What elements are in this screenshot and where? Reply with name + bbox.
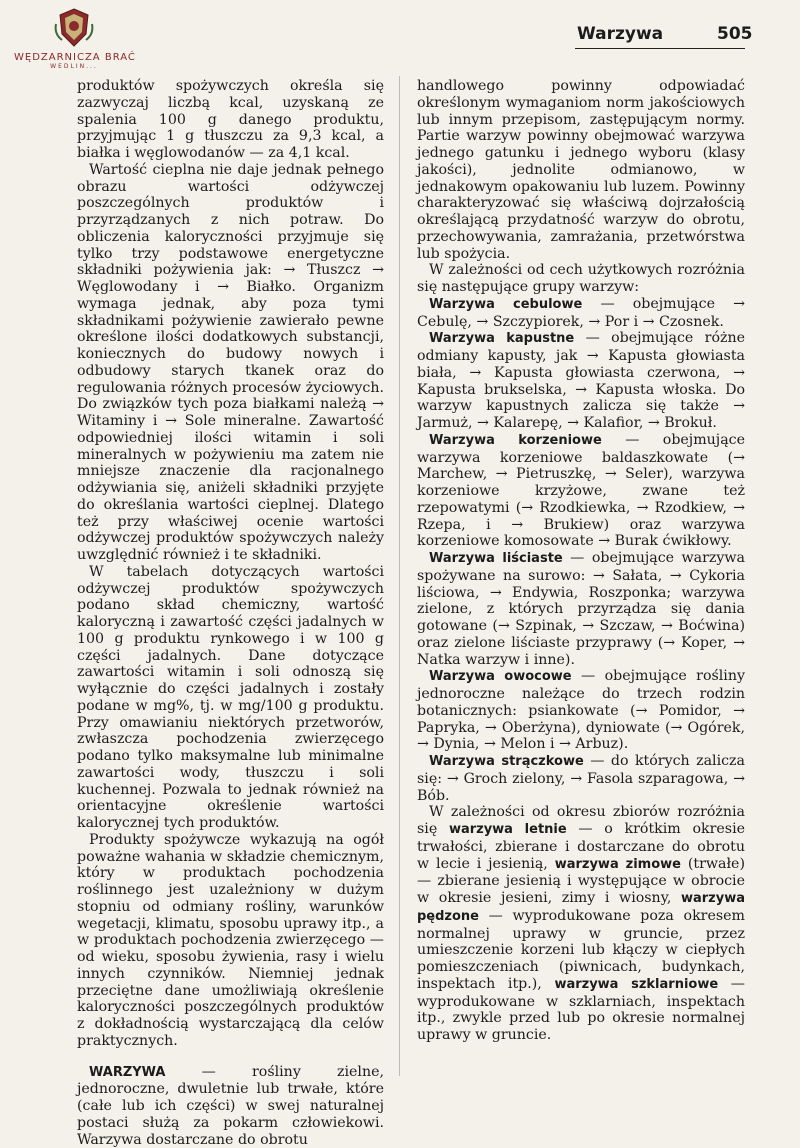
- term-letnie: warzywa letnie: [449, 822, 567, 837]
- entry-text: — rośliny zielne, jednoroczne, dwuletnie lub trwałe, które (całe lub ich części) w swej naturalnej postaci służą za pokarm człowiekowi. Warzywa dostarczane do obrotu: [77, 1064, 384, 1148]
- paragraph: produktów spożywczych określa się zazwyczaj liczbą kcal, uzyskaną ze spalenia 100 g danego produktu, przyjmując 1 g tłuszczu za 9,3 kcal, a białka i węglowodanów — za 4,1 kcal.: [77, 78, 384, 162]
- text-run: (trwałe) — zbierane jesienią i występujące w obrocie w okresie jesieni, zimy i wiosny,: [417, 856, 745, 907]
- group-term: Warzywa liściaste: [429, 551, 563, 566]
- logo-name: WĘDZARNICZA BRAĆ: [14, 52, 134, 63]
- group-cebulowe: [417, 296, 745, 331]
- entry-warzywa: [77, 1064, 384, 1148]
- left-column: [77, 78, 384, 1148]
- text-run: — wyprodukowane w szklarniach, inspektach itp., zwykle przed lub po okresie normalnej uprawy w gruncie.: [417, 976, 745, 1043]
- group-text: — obejmujące warzywa spożywane na surowo: → Sałata, → Cykoria liściowa, → Endywia, Roszponka; warzywa zielone, z których przyrządza się dania gotowane (→ Szpinak, → Szczaw, → Boćwina) oraz zielone liściaste przyprawy (→ Koper, → Natka warzyw i inne).: [417, 550, 745, 668]
- group-text: — obejmujące → Cebulę, → Szczypiorek, → Por i → Czosnek.: [417, 296, 745, 330]
- group-text: — obejmujące rośliny jednoroczne należące do trzech rodzin botanicznych: psiankowate (→ Pomidor, → Papryka, → Oberżyna), dyniowate (→ Ogórek, → Dynia, → Melon i → Arbuz).: [417, 668, 745, 752]
- group-term: Warzywa korzeniowe: [429, 433, 602, 448]
- paragraph: Wartość cieplna nie daje jednak pełnego obrazu wartości odżywczej poszczególnych produktów i przyrządzanych z nich potraw. Do obliczenia kaloryczności przyjmuje się tylko trzy podstawowe energetyczne składniki pożywienia jak: → Tłuszcz → Węglowodany i → Białko. Organizm wymaga jednak, aby poza tymi składnikami pożywienie zawierało pewne określone ilości dodatkowych substancji, koniecznych do budowy nowych i odbudowy starych tkanek oraz do regulowania różnych procesów życiowych. Do związków tych poza białkami należą → Witaminy i → Sole mineralne. Zawartość odpowiedniej ilości witamin i soli mineralnych w pożywieniu ma zatem nie mniejsze znaczenie dla racjonalnego odżywiania się, aniżeli składniki przyjęte do określania wartości cieplnej. Dlatego też przy właściwej ocenie wartości odżywczej produktów spożywczych należy uwzględnić również i te składniki.: [77, 162, 384, 564]
- group-text: — obejmujące warzywa korzeniowe baldaszkowate (→ Marchew, → Pietruszkę, → Seler), warzywa korzeniowe krzyżowe, zwane też rzepowatymi (→ Rzodkiewka, → Rzodkiew, → Rzepa, i → Brukiew) oraz warzywa korzeniowe komosowate → Burak ćwikłowy.: [417, 432, 745, 550]
- right-column: [417, 78, 745, 1044]
- text-run: — o krótkim okresie trwałości, zbierane i dostarczane do obrotu w lecie i jesienią,: [417, 821, 745, 872]
- group-term: Warzywa cebulowe: [429, 297, 582, 312]
- text-run: W zależności od okresu zbiorów rozróżnia się: [417, 804, 745, 837]
- group-term: Warzywa owocowe: [429, 669, 572, 684]
- term-szklarniowe: warzywa szklarniowe: [554, 977, 718, 992]
- column-divider: [399, 76, 400, 1076]
- running-header-title: Warzywa: [577, 24, 663, 44]
- paragraph: W zależności od cech użytkowych rozróżnia się następujące grupy warzyw:: [417, 262, 745, 296]
- paragraph: handlowego powinny odpowiadać określonym wymaganiom norm jakościowych lub innym przepisom, zastępującym normy. Partie warzyw powinny obejmować warzywa jednego gatunku i jednego wyboru (klasy jakości), jednolite odmianowo, w jednakowym opakowaniu lub luzem. Powinny charakteryzować się właściwą dojrzałością określającą przydatność warzyw do obrotu, przechowywania, zamrażania, przetwórstwa lub spożycia.: [417, 78, 745, 262]
- group-kapustne: [417, 330, 745, 432]
- header-rule: [575, 48, 745, 49]
- crest-icon: [52, 6, 96, 50]
- group-term: Warzywa kapustne: [429, 331, 574, 346]
- group-text: — do których zalicza się: → Groch zielony, → Fasola szparagowa, → Bób.: [417, 753, 745, 804]
- group-text: — obejmujące różne odmiany kapusty, jak → Kapusta głowiasta biała, → Kapusta głowiasta czerwona, → Kapusta brukselska, → Kapusta włoska. Do warzyw kapustnych zalicza się także → Jarmuż, → Kalarepę, → Kalafior, → Brokuł.: [417, 330, 745, 431]
- term-pedzone: warzywa pędzone: [417, 891, 745, 924]
- paragraph: Produkty spożywcze wykazują na ogół poważne wahania w składzie chemicznym, który w produktach pochodzenia roślinnego jest uzależniony w dużym stopniu od odmiany rośliny, warunków wegetacji, klimatu, sposobu uprawy itp., a w produktach pochodzenia zwierzęcego — od wieku, sposobu żywienia, rasy i wielu innych czynników. Niemniej jednak przeciętne dane umożliwiają określenie kaloryczności poszczególnych produktów z dokładnością wystarczającą dla celów praktycznych.: [77, 832, 384, 1050]
- group-korzeniowe: [417, 432, 745, 550]
- text-run: — wyprodukowane poza okresem normalnej uprawy w gruncie, przez umieszczenie korzeni lub kłączy w ciepłych pomieszczeniach (piwnicach, budynkach, inspektach itp.),: [417, 908, 745, 992]
- paragraph-harvest: [417, 804, 745, 1044]
- term-zimowe: warzywa zimowe: [555, 857, 681, 872]
- entry-headword: WARZYWA: [89, 1065, 165, 1080]
- logo-subtitle: WEDLIN...: [14, 63, 134, 70]
- paragraph: W tabelach dotyczących wartości odżywczej produktów spożywczych podano skład chemiczny, wartość kaloryczną i zawartość części jadalnych w 100 g produktu rynkowego i w 100 g części jadalnych. Dane dotyczące zawartości witamin i soli odnoszą się wyłącznie do części jadalnych i zostały podane w mg%, tj. w mg/100 g produktu. Przy omawianiu niektórych przetworów, zwłaszcza pochodzenia zwierzęcego podano tylko maksymalne lub minimalne zawartości wody, tłuszczu i soli kuchennej. Pozwala to jednak również na orientacyjne określenie wartości kalorycznej tych produktów.: [77, 564, 384, 832]
- group-lisciaste: [417, 550, 745, 668]
- page-number: 505: [717, 24, 753, 44]
- group-straczkowe: [417, 753, 745, 804]
- group-term: Warzywa strączkowe: [429, 754, 584, 769]
- group-owocowe: [417, 668, 745, 753]
